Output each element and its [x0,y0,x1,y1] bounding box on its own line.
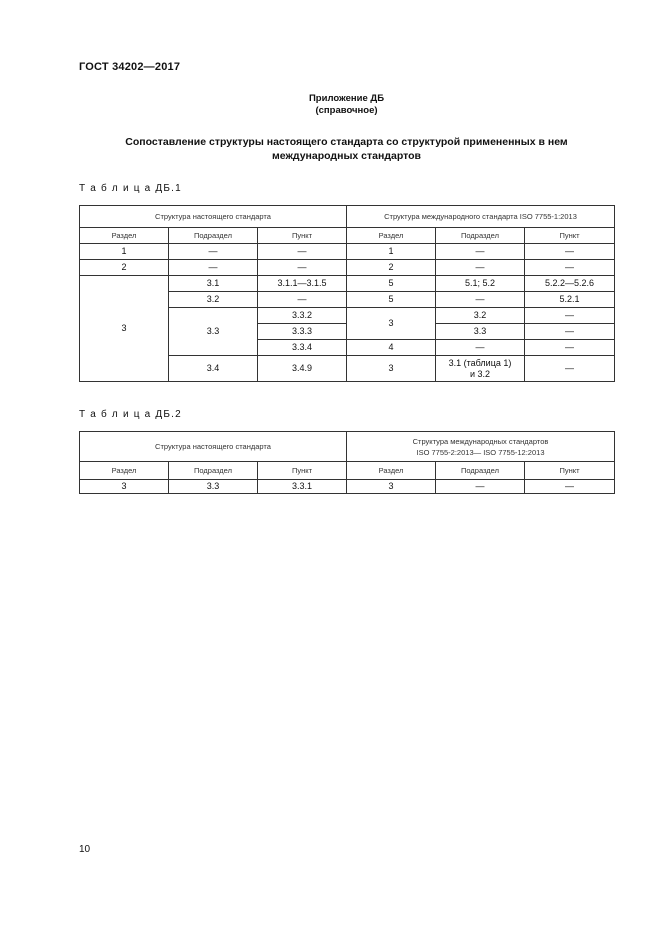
table-1-col-header: Раздел [80,228,169,244]
document-code: ГОСТ 34202—2017 [79,61,181,73]
table-cell: 2 [347,260,436,276]
table-1-group-right: Структура международного стандарта ISO 7755-1:2013 [347,206,615,228]
table-cell: 1 [80,244,169,260]
table-cell: 5 [347,276,436,292]
table-cell: 3.3 [169,480,258,494]
document-title-line-2: международных стандартов [272,150,421,162]
table-cell: 2 [80,260,169,276]
table-cell: 5.2.2—5.2.6 [525,276,615,292]
table-row [80,260,615,276]
table-1-caption: Т а б л и ц а ДБ.1 [79,183,182,194]
table-row [80,276,615,292]
table-cell: 3.3.2 [258,308,347,324]
table-2-group-header-row [80,432,615,462]
table-cell: 3.3.3 [258,324,347,340]
appendix-heading [79,93,614,117]
table-cell: — [436,340,525,356]
table-row [80,244,615,260]
table-cell: 1 [347,244,436,260]
table-cell: — [436,480,525,494]
document-title [79,135,614,163]
table-2-col-header: Подраздел [169,462,258,480]
table-cell: — [258,292,347,308]
table-1-col-header: Раздел [347,228,436,244]
table-2 [79,431,615,494]
table-cell: 5 [347,292,436,308]
table-cell: — [436,292,525,308]
table-cell: 3.3 [436,324,525,340]
table-2-col-header: Раздел [347,462,436,480]
table-cell-line: 3.1 (таблица 1) [448,357,512,368]
table-cell: 3.3.4 [258,340,347,356]
table-cell: 3.2 [169,292,258,308]
table-cell: — [436,244,525,260]
table-2-col-header: Подраздел [436,462,525,480]
table-1-group-header-row [80,206,615,228]
table-cell: — [525,356,615,382]
table-2-column-header-row [80,462,615,480]
page-number: 10 [79,844,91,855]
table-2-col-header: Пункт [525,462,615,480]
table-1-col-header: Подраздел [436,228,525,244]
document-title-line-1: Сопоставление структуры настоящего стандарта со структурой примененных в нем [125,136,568,148]
table-cell: — [169,260,258,276]
table-1-col-header: Пункт [258,228,347,244]
table-cell: 4 [347,340,436,356]
table-cell: — [258,244,347,260]
table-cell [436,356,525,382]
table-cell: 3 [347,308,436,340]
table-2-group-right [347,432,615,462]
table-1-group-left: Структура настоящего стандарта [80,206,347,228]
table-1-col-header: Подраздел [169,228,258,244]
table-cell: 3.3.1 [258,480,347,494]
table-cell: — [169,244,258,260]
table-cell-subsection-3-3: 3.3 [169,308,258,356]
table-cell: — [436,260,525,276]
table-cell: — [525,340,615,356]
table-cell: — [525,308,615,324]
appendix-subtitle: (справочное) [315,105,378,116]
table-cell: 5.2.1 [525,292,615,308]
table-cell: 3.1.1—3.1.5 [258,276,347,292]
table-cell: — [258,260,347,276]
table-1 [79,205,615,382]
table-2-group-left: Структура настоящего стандарта [80,432,347,462]
table-cell: 3 [347,480,436,494]
table-cell: 3 [80,480,169,494]
table-cell: 3.1 [169,276,258,292]
table-cell: — [525,480,615,494]
appendix-title: Приложение ДБ [308,93,385,104]
table-cell: — [525,260,615,276]
table-cell: 5.1; 5.2 [436,276,525,292]
table-cell: — [525,324,615,340]
table-cell: — [525,244,615,260]
table-1-col-header: Пункт [525,228,615,244]
table-2-caption: Т а б л и ц а ДБ.2 [79,409,182,420]
table-cell: 3 [347,356,436,382]
table-cell: 3.4.9 [258,356,347,382]
table-cell: 3.4 [169,356,258,382]
table-2-group-right-line-1: Структура международных стандартов [412,436,549,446]
table-2-group-right-line-2: ISO 7755-2:2013— ISO 7755-12:2013 [416,447,545,457]
table-1-column-header-row [80,228,615,244]
table-row [80,480,615,494]
table-cell-section-3: 3 [80,276,169,382]
table-2-col-header: Раздел [80,462,169,480]
table-cell-line: и 3.2 [469,368,491,379]
table-cell: 3.2 [436,308,525,324]
table-2-col-header: Пункт [258,462,347,480]
